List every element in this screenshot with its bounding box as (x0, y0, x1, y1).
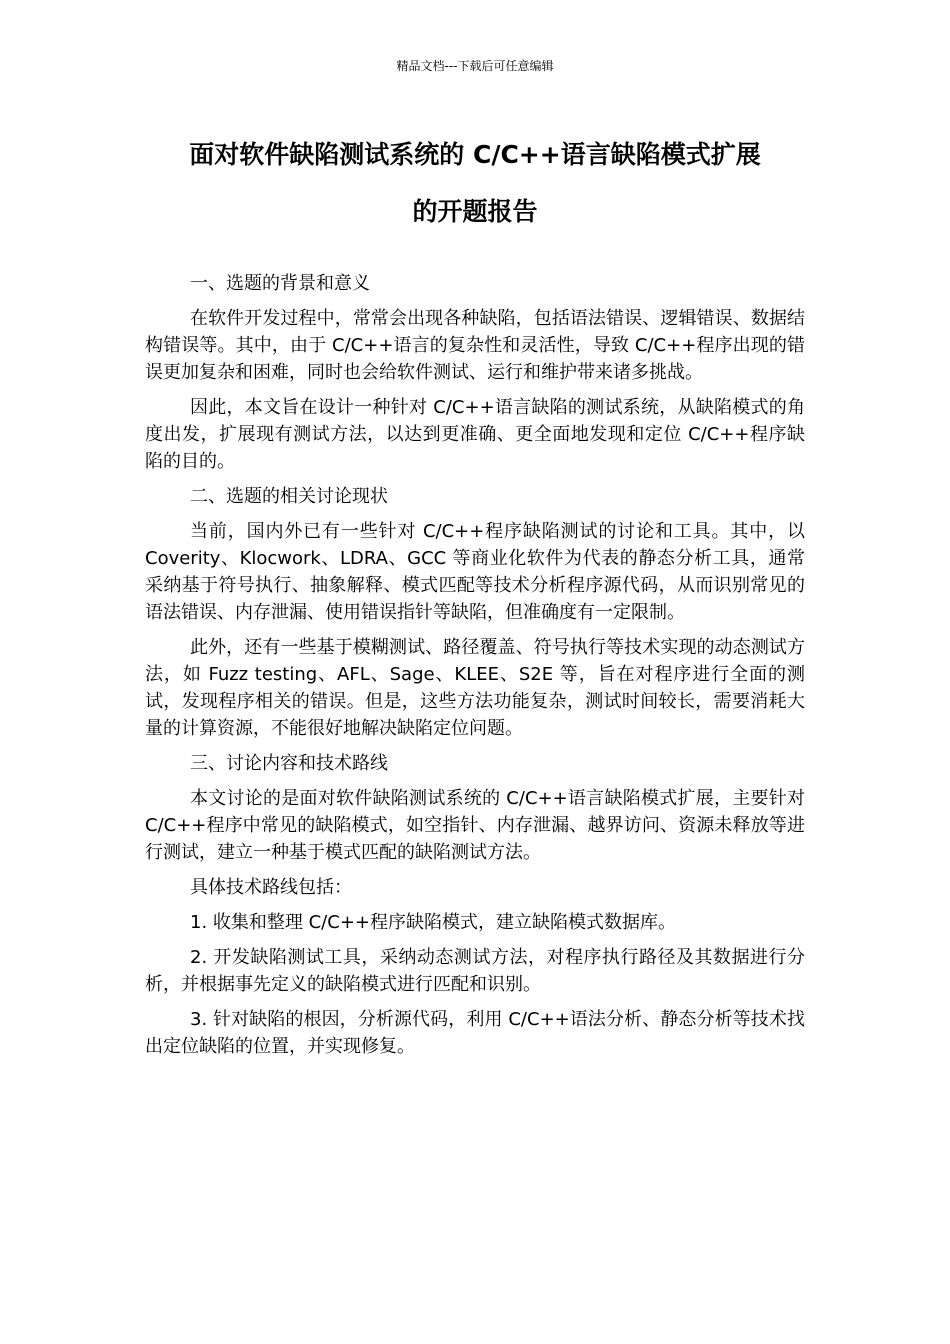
list-item: 2. 开发缺陷测试工具，采纳动态测试方法，对程序执行路径及其数据进行分析，并根据事先定义的缺陷模式进行匹配和识别。 (145, 947, 805, 995)
list-item: 1. 收集和整理 C/C++程序缺陷模式，建立缺陷模式数据库。 (190, 912, 676, 933)
document-title-line-1: 面对软件缺陷测试系统的 C/C++语言缺陷模式扩展 (189, 140, 761, 169)
paragraph: 在软件开发过程中，常常会出现各种缺陷，包括语法错误、逻辑错误、数据结构错误等。其中，由于 C/C++语言的复杂性和灵活性，导致 C/C++程序出现的错误更加复杂和困难，同时也会给软件测试、运行和维护带来诸多挑战。 (145, 308, 805, 383)
document-title-line-2: 的开题报告 (412, 197, 538, 226)
document-body (145, 270, 805, 1068)
section-heading-content: 三、讨论内容和技术路线 (190, 753, 388, 774)
list-item: 3. 针对缺陷的根因，分析源代码，利用 C/C++语法分析、静态分析等技术找出定位缺陷的位置，并实现修复。 (145, 1009, 805, 1057)
paragraph: 具体技术路线包括： (190, 877, 352, 898)
section-heading-background: 一、选题的背景和意义 (190, 273, 370, 294)
header-note: 精品文档---下载后可任意编辑 (396, 59, 554, 73)
paragraph: 因此，本文旨在设计一种针对 C/C++语言缺陷的测试系统，从缺陷模式的角度出发，扩展现有测试方法，以达到更准确、更全面地发现和定位 C/C++程序缺陷的目的。 (145, 397, 805, 472)
paragraph: 当前，国内外已有一些针对 C/C++程序缺陷测试的讨论和工具。其中，以 Coverity、Klocwork、LDRA、GCC 等商业化软件为代表的静态分析工具，通常采纳基于符号执行、抽象解释、模式匹配等技术分析程序源代码，从而识别常见的语法错误、内存泄漏、使用错误指针等缺陷，但准确度有一定限制。 (145, 521, 805, 623)
paragraph: 本文讨论的是面对软件缺陷测试系统的 C/C++语言缺陷模式扩展，主要针对 C/C++程序中常见的缺陷模式，如空指针、内存泄漏、越界访问、资源未释放等进行测试，建立一种基于模式匹配的缺陷测试方法。 (145, 788, 805, 863)
paragraph: 此外，还有一些基于模糊测试、路径覆盖、符号执行等技术实现的动态测试方法，如 Fuzz testing、AFL、Sage、KLEE、S2E 等，旨在对程序进行全面的测试，发现程序相关的错误。但是，这些方法功能复杂，测试时间较长，需要消耗大量的计算资源，不能很好地解决缺陷定位问题。 (145, 637, 805, 739)
section-heading-status: 二、选题的相关讨论现状 (190, 486, 388, 507)
